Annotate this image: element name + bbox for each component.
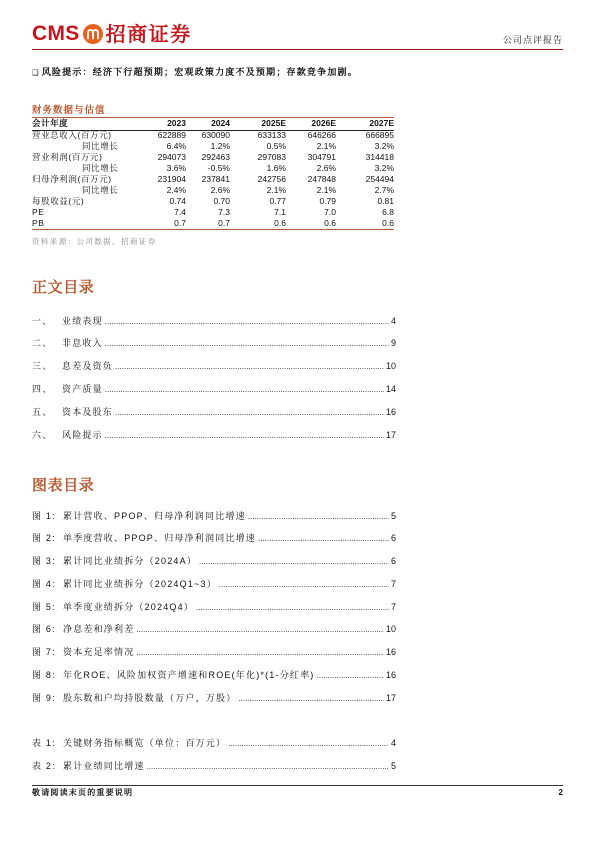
toc-item-number: 一、: [32, 315, 53, 326]
toc-list: [32, 310, 396, 447]
fin-cell: 2.7%: [374, 184, 394, 195]
toc-item-page: 10: [385, 361, 396, 372]
toc-dot-leader: [105, 379, 384, 402]
figure-index-item-dot-leader: [258, 528, 389, 551]
toc-item-number: 五、: [32, 406, 53, 417]
financial-table-title: 财务数据与估值: [32, 105, 106, 116]
fin-row-label: PE: [32, 206, 45, 217]
table-index-item-title: 关键财务指标概览（单位：百万元）: [63, 737, 227, 748]
fin-cell: 7.1: [274, 206, 286, 217]
figure-index-item-id: 图 6:: [32, 624, 56, 635]
fin-cell: 0.7: [174, 217, 186, 228]
fin-table-header-row: [32, 117, 394, 130]
toc-item-page: 4: [390, 315, 396, 326]
fin-cell: 0.6: [274, 217, 286, 228]
fin-table-row: [32, 163, 394, 174]
toc-dot-leader: [105, 333, 389, 356]
fin-cell: 7.4: [174, 206, 186, 217]
fin-cell: 0.79: [319, 195, 336, 206]
fin-cell: 2.4%: [166, 184, 186, 195]
toc-item-number: 四、: [32, 383, 53, 394]
logo-latin-text: CMS: [32, 22, 80, 45]
figure-index-item-dot-leader: [196, 597, 389, 620]
figure-index-item-page: 17: [385, 692, 396, 703]
fin-table-row: [32, 185, 394, 196]
figure-index-item-dot-leader: [199, 551, 389, 574]
page-number: 2: [558, 788, 563, 797]
chart-index-title: 图表目录: [32, 477, 95, 494]
fin-cell: 2.1%: [316, 184, 336, 195]
report-type-label: 公司点评报告: [502, 35, 563, 45]
fin-cell: 304791: [307, 151, 336, 162]
fin-cell: 666895: [365, 130, 394, 140]
fin-header-year: 2025E: [261, 118, 286, 128]
fin-header-label: 会计年度: [32, 118, 69, 128]
figure-index-item-title: 累计同比业绩拆分（2024A）: [63, 556, 198, 567]
figure-index-item[interactable]: [32, 527, 396, 550]
toc-dot-leader: [105, 425, 384, 448]
fin-cell: 2.6%: [210, 184, 230, 195]
toc-item-number: 六、: [32, 429, 53, 440]
toc-dot-leader: [115, 356, 384, 379]
toc-item-number: 二、: [32, 338, 53, 349]
fin-table-row: [32, 207, 394, 218]
figure-index-item-title: 单季度营收、PPOP、归母净利润同比增速: [63, 533, 257, 544]
figure-index-item-page: 7: [390, 578, 396, 589]
fin-cell: 0.6: [324, 217, 336, 228]
fin-row-label: 营业总收入(百万元): [32, 130, 112, 140]
fin-cell: 237841: [201, 173, 230, 184]
fin-header-year: 2027E: [369, 118, 394, 128]
figure-index-item-page: 16: [385, 647, 396, 658]
fin-cell: 7.0: [324, 206, 336, 217]
footer-divider: [32, 785, 563, 786]
table-index-item-dot-leader: [147, 755, 389, 778]
figure-index-item[interactable]: [32, 550, 396, 573]
fin-cell: 7.3: [218, 206, 230, 217]
toc-item[interactable]: [32, 424, 396, 447]
risk-note-text: 风险提示：经济下行超预期；宏观政策力度不及预期；存款竞争加剧。: [41, 67, 358, 77]
fin-table-row: [32, 196, 394, 207]
fin-cell: 0.74: [169, 195, 186, 206]
toc-item-label: 资产质量: [62, 383, 103, 394]
toc-item-page: 9: [390, 338, 396, 349]
figure-index-item-id: 图 3:: [32, 556, 56, 567]
figure-index-item[interactable]: [32, 505, 396, 528]
toc-item-page: 14: [385, 383, 396, 394]
table-index-item-page: 5: [390, 760, 396, 771]
fin-cell: 2.1%: [316, 140, 336, 151]
figure-index-list: [32, 505, 396, 710]
table-index-item-dot-leader: [228, 732, 389, 755]
fin-table-row: [32, 141, 394, 152]
figure-index-item-id: 图 9:: [32, 692, 56, 703]
fin-cell: 0.81: [377, 195, 394, 206]
figure-index-item-page: 6: [390, 556, 396, 567]
figure-index-item-page: 6: [390, 533, 396, 544]
fin-row-label: 归母净利润(百万元): [32, 173, 112, 184]
fin-table-row: [32, 152, 394, 163]
figure-index-item-dot-leader: [317, 665, 384, 688]
square-bullet-icon: ❑: [32, 68, 39, 77]
fin-cell: 0.7: [218, 217, 230, 228]
toc-item[interactable]: [32, 310, 396, 333]
cms-logo: [32, 21, 192, 47]
table-index-item[interactable]: [32, 732, 396, 755]
fin-table-row: [32, 174, 394, 185]
fin-row-label: 同比增长: [82, 184, 119, 195]
toc-item[interactable]: [32, 401, 396, 424]
table-bottom-rule: [32, 229, 394, 230]
figure-index-item[interactable]: [32, 596, 396, 619]
table-source-note: 资料来源：公司数据、招商证券: [32, 236, 157, 246]
table-index-list: [32, 732, 396, 778]
fin-cell: -0.5%: [207, 162, 230, 173]
figure-index-item-id: 图 1:: [32, 510, 56, 521]
figure-index-item[interactable]: [32, 641, 396, 664]
table-index-item-id: 表 1:: [32, 737, 56, 748]
toc-title: 正文目录: [32, 279, 95, 296]
fin-cell: 0.5%: [266, 140, 286, 151]
table-index-item[interactable]: [32, 755, 396, 778]
header-divider: [32, 49, 563, 50]
fin-cell: 231904: [157, 173, 186, 184]
fin-cell: 242756: [257, 173, 286, 184]
financial-table: [32, 117, 394, 229]
toc-dot-leader: [115, 402, 384, 425]
fin-cell: 622889: [157, 130, 186, 140]
figure-index-item-dot-leader: [248, 506, 389, 529]
figure-index-item-id: 图 8:: [32, 669, 56, 680]
fin-cell: 6.4%: [166, 140, 186, 151]
toc-item-label: 资本及股东: [62, 406, 114, 417]
fin-cell: 633133: [257, 130, 286, 140]
figure-index-item[interactable]: [32, 573, 396, 596]
toc-dot-leader: [105, 311, 389, 334]
fin-table-row: [32, 218, 394, 229]
fin-cell: 630090: [201, 130, 230, 140]
fin-cell: 3.2%: [374, 162, 394, 173]
fin-header-year: 2023: [167, 118, 186, 128]
fin-table-row: [32, 130, 394, 141]
fin-cell: 247848: [307, 173, 336, 184]
fin-cell: 3.6%: [166, 162, 186, 173]
figure-index-item-id: 图 4:: [32, 578, 56, 589]
figure-index-item-page: 16: [385, 669, 396, 680]
fin-cell: 314418: [365, 151, 394, 162]
footer-disclaimer: 敬请阅读末页的重要说明: [32, 788, 134, 797]
fin-table-body: [32, 130, 394, 229]
figure-index-item[interactable]: [32, 664, 396, 687]
fin-row-label: 每股收益(元): [32, 195, 85, 206]
logo-chinese-text: 招商证券: [105, 22, 192, 46]
figure-index-item-id: 图 2:: [32, 533, 56, 544]
toc-item-label: 非息收入: [62, 338, 103, 349]
fin-cell: 6.8: [382, 206, 394, 217]
figure-index-item-page: 10: [385, 624, 396, 635]
figure-index-item-title: 股东数和户均持股数量（万户，万股）: [63, 692, 237, 703]
fin-header-year: 2026E: [311, 118, 336, 128]
figure-index-item-dot-leader: [136, 619, 384, 642]
toc-item-page: 16: [385, 406, 396, 417]
fin-cell: 0.77: [269, 195, 286, 206]
toc-item[interactable]: [32, 332, 396, 355]
fin-cell: 254494: [365, 173, 394, 184]
fin-cell: 2.1%: [266, 184, 286, 195]
figure-index-item-title: 单季度业绩拆分（2024Q4）: [63, 601, 195, 612]
fin-cell: 297083: [257, 151, 286, 162]
figure-index-item-dot-leader: [238, 688, 384, 711]
fin-cell: 646266: [307, 130, 336, 140]
figure-index-item-dot-leader: [219, 574, 389, 597]
toc-item-number: 三、: [32, 361, 53, 372]
fin-cell: 294073: [157, 151, 186, 162]
toc-item-page: 17: [385, 429, 396, 440]
toc-item[interactable]: [32, 378, 396, 401]
figure-index-item-title: 净息差和净利差: [63, 624, 135, 635]
cms-emblem-icon: [83, 24, 103, 44]
table-index-item-page: 4: [390, 737, 396, 748]
fin-row-label: PB: [32, 217, 45, 228]
fin-cell: 2.6%: [316, 162, 336, 173]
figure-index-item-id: 图 5:: [32, 601, 56, 612]
fin-cell: 0.6: [382, 217, 394, 228]
figure-index-item[interactable]: [32, 618, 396, 641]
figure-index-item-id: 图 7:: [32, 647, 56, 658]
toc-item-label: 息差及资负: [62, 361, 114, 372]
figure-index-item-title: 资本充足率情况: [63, 647, 135, 658]
figure-index-item-page: 5: [390, 510, 396, 521]
risk-note: [32, 66, 358, 79]
fin-cell: 3.2%: [374, 140, 394, 151]
figure-index-item-title: 年化ROE、风险加权资产增速和ROE(年化)*(1-分红率): [63, 669, 315, 680]
fin-cell: 1.6%: [266, 162, 286, 173]
figure-index-item[interactable]: [32, 687, 396, 710]
figure-index-item-title: 累计营收、PPOP、归母净利润同比增速: [63, 510, 246, 521]
fin-row-label: 同比增长: [82, 162, 119, 173]
table-index-item-id: 表 2:: [32, 760, 56, 771]
table-index-item-title: 累计业绩同比增速: [63, 760, 145, 771]
toc-item[interactable]: [32, 355, 396, 378]
fin-cell: 0.70: [213, 195, 230, 206]
figure-index-item-page: 7: [390, 601, 396, 612]
fin-header-year: 2024: [211, 118, 230, 128]
fin-row-label: 营业利润(百万元): [32, 151, 103, 162]
fin-row-label: 同比增长: [82, 140, 119, 151]
fin-cell: 292463: [201, 151, 230, 162]
figure-index-item-title: 累计同比业绩拆分（2024Q1~3）: [63, 578, 217, 589]
figure-index-item-dot-leader: [136, 642, 384, 665]
fin-cell: 1.2%: [210, 140, 230, 151]
toc-item-label: 业绩表现: [62, 315, 103, 326]
toc-item-label: 风险提示: [62, 429, 103, 440]
